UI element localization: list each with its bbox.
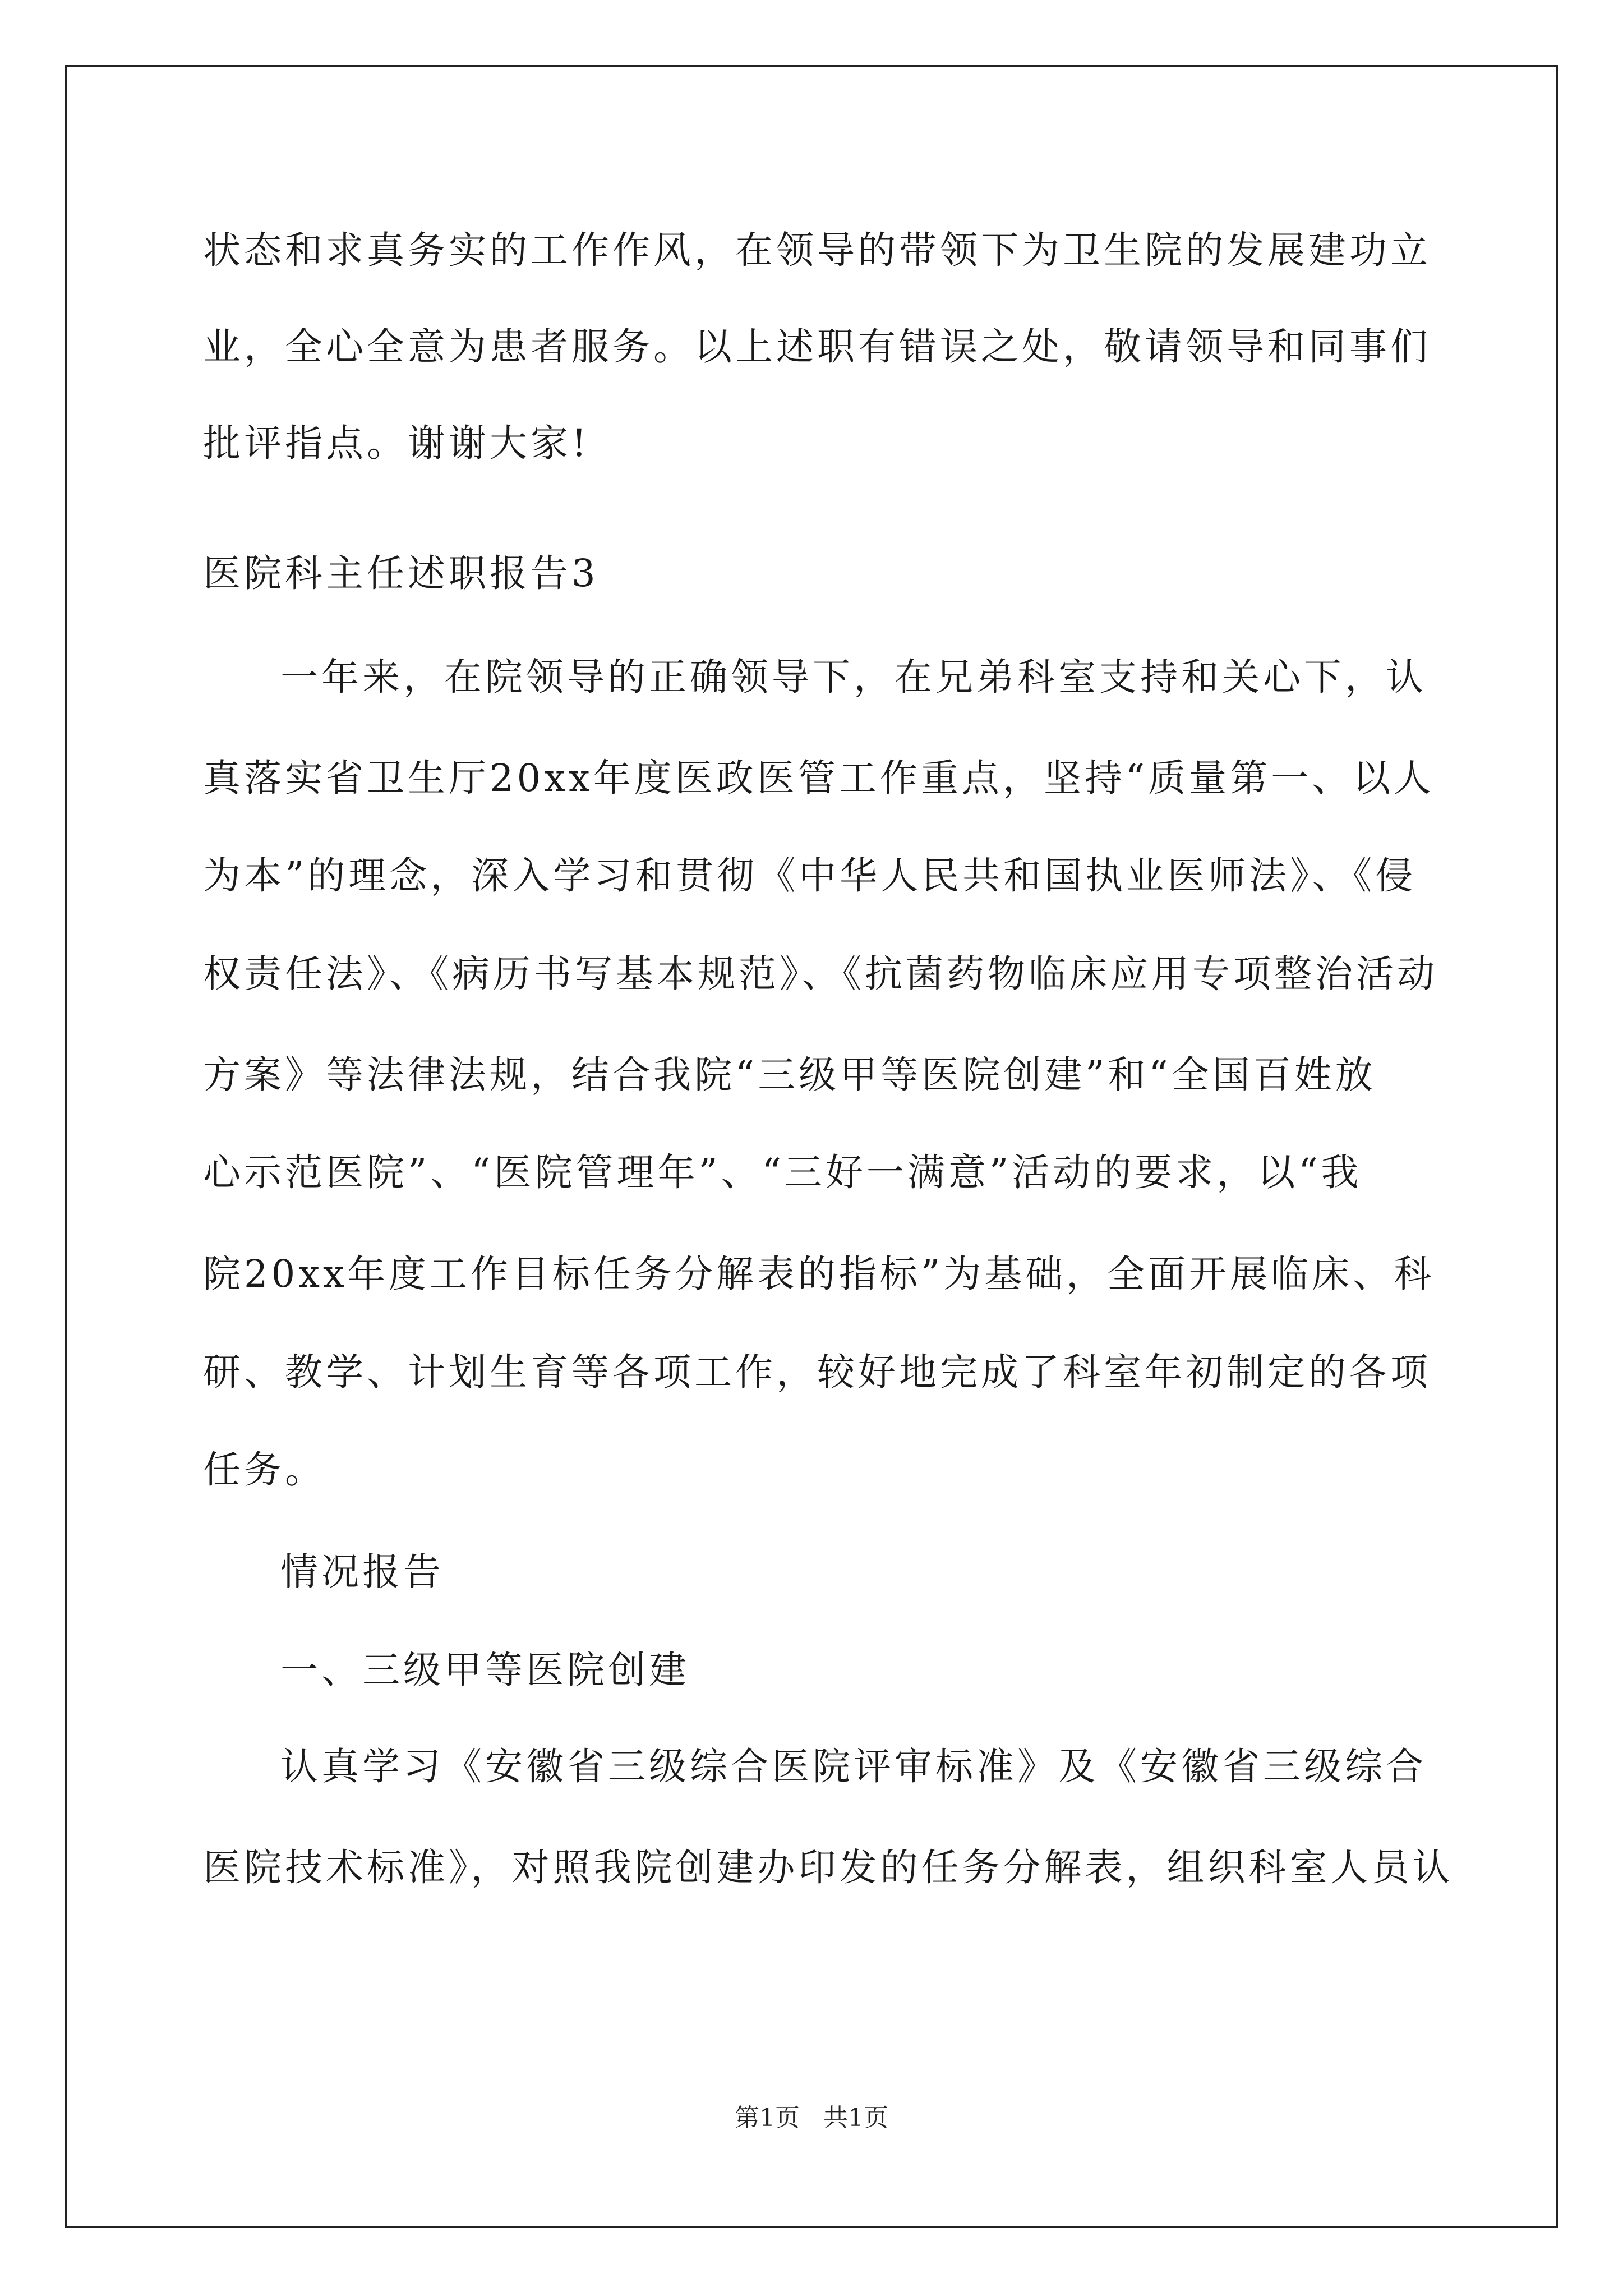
- subheading: 情况报告: [280, 1550, 444, 1594]
- body-text-line: 方案》等法律法规，结合我院“三级甲等医院创建”和“全国百姓放: [203, 1053, 1376, 1097]
- body-text-line: 任务。: [203, 1448, 326, 1492]
- page-number-footer: 第1页 共1页: [735, 2104, 888, 2132]
- body-text-line: 医院技术标准》，对照我院创建办印发的任务分解表，组织科室人员认: [203, 1846, 1454, 1889]
- body-text-line: 院20xx年度工作目标任务分解表的指标”为基础，全面开展临床、科: [203, 1252, 1435, 1296]
- body-text-line: 心示范医院”、“医院管理年”、“三好一满意”活动的要求，以“我: [203, 1151, 1362, 1194]
- section-heading: 医院科主任述职报告3: [203, 551, 599, 595]
- body-text-line: 状态和求真务实的工作作风，在领导的带领下为卫生院的发展建功立: [203, 228, 1431, 272]
- body-text-line: 为本”的理念，深入学习和贯彻《中华人民共和国执业医师法》、《侵: [203, 854, 1417, 898]
- body-text-line: 权责任法》、《病历书写基本规范》、《抗菌药物临床应用专项整治活动: [203, 952, 1438, 996]
- body-text-line: 批评指点。谢谢大家!: [203, 421, 590, 465]
- paragraph-first-line: 一年来，在院领导的正确领导下，在兄弟科室支持和关心下，认: [280, 655, 1427, 699]
- page-border: [65, 65, 1558, 2228]
- paragraph-first-line: 认真学习《安徽省三级综合医院评审标准》及《安徽省三级综合: [280, 1745, 1427, 1788]
- body-text-line: 业，全心全意为患者服务。以上述职有错误之处，敬请领导和同事们: [203, 325, 1431, 369]
- body-text-line: 研、教学、计划生育等各项工作，较好地完成了科室年初制定的各项: [203, 1350, 1431, 1394]
- body-text-line: 真落实省卫生厅20xx年度医政医管工作重点，坚持“质量第一、以人: [203, 756, 1435, 800]
- subheading: 一、三级甲等医院创建: [280, 1648, 690, 1692]
